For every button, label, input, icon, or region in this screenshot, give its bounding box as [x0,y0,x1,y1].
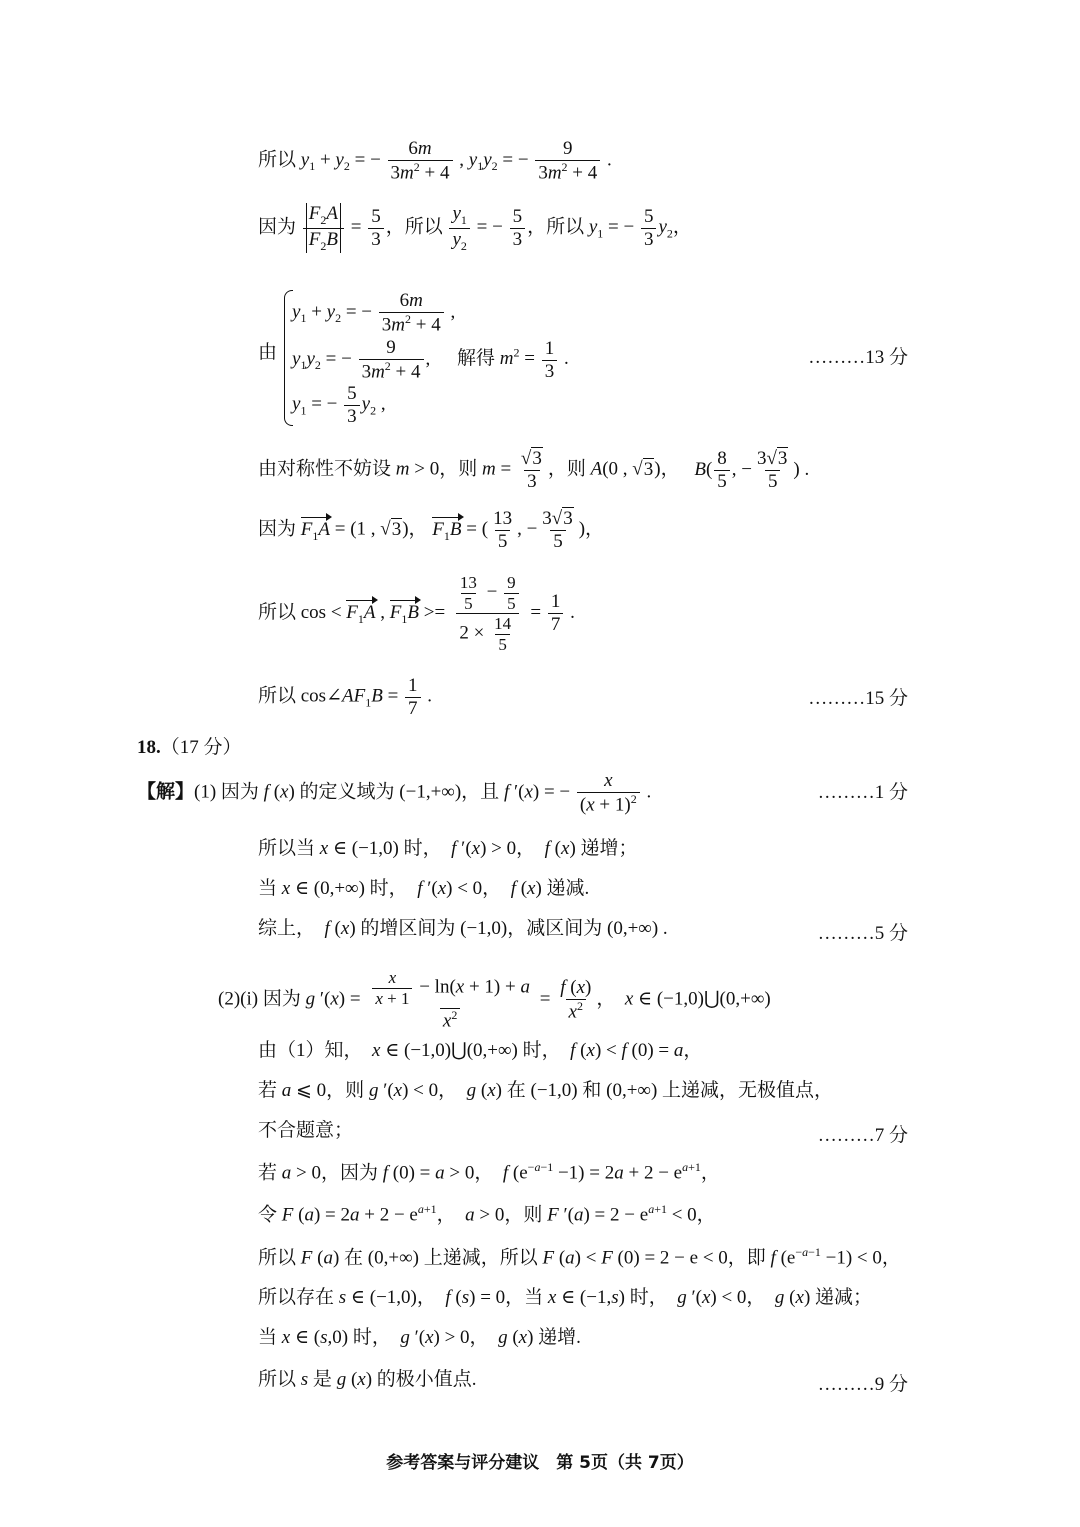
line-case-a-nonpos: 若 a ⩽ 0，则 g ′(x) < 0， g (x) 在 (−1,0) 和 (0,+∞) 上递减，无极值点， [258,1080,834,1101]
score-5: ………5 分 [817,923,908,944]
line-not-meet: 不合题意； [258,1120,354,1141]
line-case-a-pos: 若 a > 0，因为 f (0) = a > 0， f $(e^{-a-1} -1) = 2a + 2 - e^{a+1}$， [258,1160,720,1184]
system-eq3: $y_1$ = − $\frac{5}{3}$ $y_2$ , [292,383,386,427]
score-15: ………15 分 [808,688,908,709]
page-footer: 参考答案与评分建议 第 5页（共 7页） [386,1453,694,1473]
line-vectors: 因为 $F_1A = (1$ , √3)， $F_1B$ = ( $\frac{13}{5}$ , − $\frac{3√3}{5}$ )， [258,508,605,552]
line-F-decreasing: 所以 F (a) 在 (0,+∞) 上递减，所以 F (a) < F (0) = 2 − e < 0，即 f $(e^{-a-1} -1) < 0$， [258,1245,901,1269]
solution-part1: 【解】(1) 因为 f (x) 的定义域为 (−1,+∞)，且 f ′(x) = − $\frac{x}{(x + 1)^2}$ . [137,770,652,816]
line-symmetry: 由对称性不妨设 m > 0，则 m = $\frac{√3}{3}$ ，则 A(0 , √3)， B( $\frac{8}{5}$ , − $\frac{3√3}{5}$ ) . [258,448,810,492]
system-prefix: 由 [258,342,278,363]
line-cos-angle: 所以 $\cos\angle AF_1B$ = $\frac{1}{7}$ . [258,675,433,719]
line-ratio: 因为 $\frac{F_2A}{F_2B}$ = $\frac{5}{3}$ ，所以 $\frac{y_1}{y_2}$ = − $\frac{5}{3}$ ，所以 $y_1$ = − $\frac{5}{3}$ $y_2$， [258,203,692,253]
line-cos-vectors: 所以 $\cos < F_1A$ , $F_1B$ >= $\frac{13}{5}$ − $\frac{9}{5}$ 2 × $\frac{14}{5}$ = $\frac{1}{7}$ . [258,573,575,654]
line-increasing: 所以当 x ∈ (−1,0) 时， f ′(x) > 0， f (x) 递增； [258,838,638,859]
score-1: ………1 分 [817,782,908,803]
question-18-header: 18.（17 分） [137,737,242,758]
system-eq2: $y_1y_2$ = − $\frac{9}{3m^2 + 4}$ , 解得 $m^2$ = $\frac{1}{3}$ . [292,337,569,383]
score-9: ………9 分 [817,1374,908,1395]
solution-part2: (2)(i) 因为 g ′(x) = $\frac{x}{x + 1}$ − ln(x + 1) + a $x^2$ = $\frac{f (x)}{x^2}$ ， x ∈ (−1,0)⋃(0,+∞) [218,968,771,1032]
line-summary: 综上， f (x) 的增区间为 (−1,0)，减区间为 (0,+∞) . [258,918,668,939]
line-decreasing: 当 x ∈ (0,+∞) 时， f ′(x) < 0， f (x) 递减. [258,878,590,899]
line-from-part1: 由（1）知， x ∈ (−1,0)⋃(0,+∞) 时， f (x) < f (0) = a， [258,1040,703,1061]
score-7: ………7 分 [817,1125,908,1146]
line-define-F: 令 F $(a) = 2a + 2 - e^{a+1}$， a > 0，则 F $'(a) = 2 - e^{a+1} < 0$， [258,1202,716,1226]
line-min-point: 所以 s 是 g (x) 的极小值点. [258,1369,477,1390]
system-eq1: $y_1 + y_2$ = − $\frac{6m}{3m^2 + 4}$ , [292,290,456,336]
line-sum-product: 所以 $y_1 + y_2$ = − $\frac{6m}{3m^2 + 4}$ , $y_1y_2$ = − $\frac{9}{3m^2 + 4}$ . [258,138,612,184]
line-exists-s: 所以存在 s ∈ (−1,0)， f (s) = 0，当 x ∈ (−1,s) 时， g ′(x) < 0， g (x) 递减； [258,1287,873,1308]
score-13: ………13 分 [808,347,908,368]
line-g-increasing: 当 x ∈ (s,0) 时， g ′(x) > 0， g (x) 递增. [258,1327,581,1348]
